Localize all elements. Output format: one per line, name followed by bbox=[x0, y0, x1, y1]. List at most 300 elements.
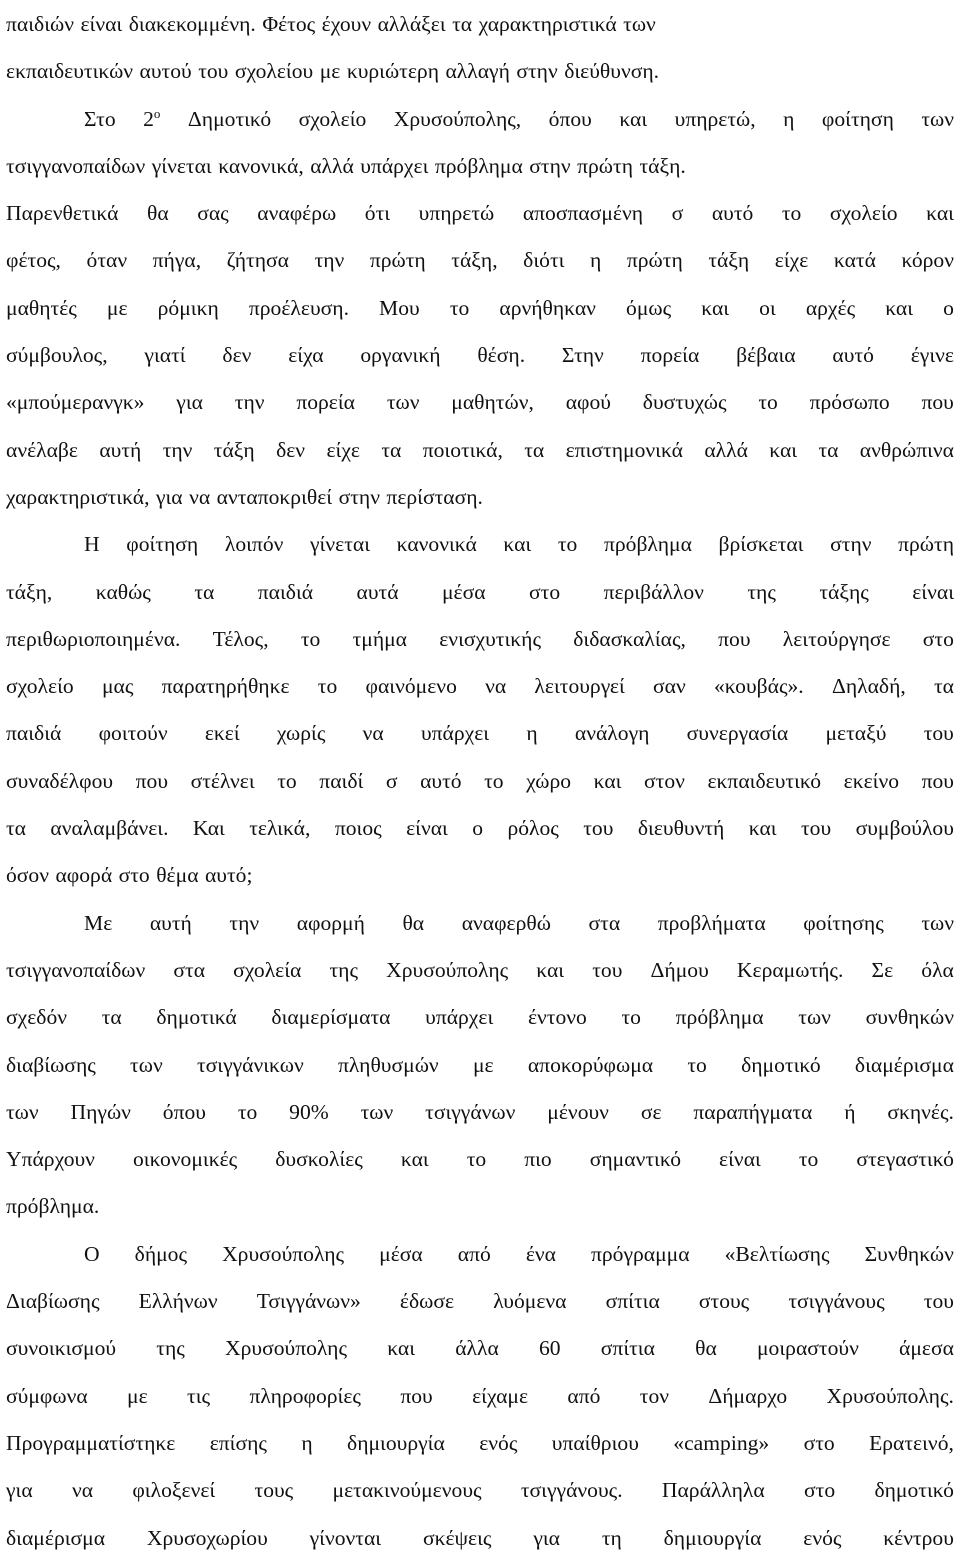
word: στο bbox=[804, 1478, 836, 1503]
word: ότι bbox=[364, 201, 391, 226]
word: αλλαγή bbox=[445, 59, 510, 84]
word: για bbox=[533, 1525, 560, 1550]
word: Στην bbox=[561, 343, 604, 368]
word: γίνεται bbox=[310, 532, 370, 557]
word: όσον bbox=[6, 863, 49, 888]
word: όταν bbox=[86, 248, 128, 273]
word: σκέψεις bbox=[422, 1525, 492, 1550]
word: αφορμή bbox=[296, 910, 365, 935]
word: Χρυσούπολης bbox=[222, 1241, 345, 1266]
text-line bbox=[6, 285, 954, 332]
text-line bbox=[6, 1373, 954, 1420]
word: περίσταση. bbox=[386, 484, 483, 509]
word: κόρον bbox=[901, 248, 954, 273]
word: πρόβλημα bbox=[675, 1005, 764, 1030]
word: έχουν bbox=[321, 12, 372, 36]
word: και bbox=[503, 532, 532, 557]
word: το bbox=[557, 532, 578, 557]
word: εκπαιδευτικό bbox=[707, 768, 822, 793]
word: είναι bbox=[912, 579, 954, 604]
word: Χρυσούπολης. bbox=[826, 1383, 954, 1408]
word: Ο bbox=[84, 1241, 100, 1266]
word: Μου bbox=[379, 295, 420, 320]
word: των bbox=[130, 1052, 163, 1077]
word: αυτού bbox=[139, 59, 192, 84]
word: καθώς bbox=[95, 579, 151, 604]
text-line bbox=[6, 1183, 954, 1230]
word: είναι bbox=[406, 816, 448, 841]
word: τα bbox=[101, 1005, 122, 1030]
word: Τέλος, bbox=[212, 626, 269, 651]
word: της bbox=[156, 1336, 185, 1361]
word: του bbox=[923, 1289, 954, 1314]
text-line bbox=[6, 48, 954, 95]
word: για bbox=[176, 390, 203, 415]
word: Τσιγγάνων» bbox=[256, 1289, 361, 1314]
word: γίνεται bbox=[151, 153, 212, 178]
word: που bbox=[400, 1383, 433, 1408]
word: φοιτούν bbox=[98, 721, 168, 746]
word: χώρο bbox=[526, 768, 572, 793]
word: Ελλήνων bbox=[138, 1289, 218, 1314]
word: μέσα bbox=[441, 579, 486, 604]
word: περιθωριοποιημένα. bbox=[6, 626, 181, 651]
word: είχε bbox=[774, 248, 809, 273]
word: ανθρώπινα bbox=[859, 437, 954, 462]
word: η bbox=[783, 106, 795, 131]
word: όμως bbox=[626, 295, 672, 320]
word: και bbox=[619, 106, 648, 131]
word: το bbox=[237, 1099, 258, 1124]
word: το bbox=[758, 390, 778, 415]
word: κανονικά, bbox=[218, 153, 304, 178]
word: τσιγγανοπαίδων bbox=[6, 957, 146, 982]
word: στην bbox=[529, 153, 571, 178]
word: Συνθηκών bbox=[864, 1241, 954, 1266]
word: συναδέλφου bbox=[6, 768, 114, 793]
word: των bbox=[6, 1099, 39, 1124]
word: με bbox=[319, 59, 341, 84]
word: να bbox=[485, 674, 507, 699]
word: όπου bbox=[162, 1099, 206, 1124]
word: η bbox=[526, 721, 538, 746]
word: εκείνο bbox=[843, 768, 900, 793]
word: διαμέρισμα bbox=[854, 1052, 954, 1077]
word: την bbox=[234, 390, 265, 415]
word: ρόμικη bbox=[157, 295, 219, 320]
word: με bbox=[106, 295, 128, 320]
word: σχεδόν bbox=[6, 1005, 68, 1030]
word: δημοτικό bbox=[874, 1478, 954, 1503]
text-line bbox=[6, 96, 954, 143]
word: μένουν bbox=[547, 1099, 609, 1124]
word: φαινόμενο bbox=[365, 674, 457, 699]
word: δήμος bbox=[134, 1241, 188, 1266]
word: την bbox=[162, 437, 193, 462]
word: φέτος, bbox=[6, 248, 61, 273]
word: Χρυσούπολης, bbox=[393, 106, 522, 131]
word: διαμέρισμα bbox=[6, 1525, 106, 1550]
word: στο bbox=[922, 626, 954, 651]
word: προέλευση. bbox=[248, 295, 349, 320]
word: το bbox=[687, 1052, 707, 1077]
word: τα bbox=[524, 437, 545, 462]
word: παραπήγματα bbox=[693, 1099, 813, 1124]
word: δημοτικό bbox=[741, 1052, 821, 1077]
word: πήγα, bbox=[152, 248, 202, 273]
word: αφορά bbox=[55, 863, 113, 888]
word: σε bbox=[640, 1099, 662, 1124]
word: και bbox=[536, 957, 565, 982]
word: πρόβλημα bbox=[434, 153, 523, 178]
word: δυστυχώς bbox=[642, 390, 727, 415]
word: σχολείου bbox=[234, 59, 314, 84]
word: διευθυντή bbox=[637, 816, 725, 841]
text-line bbox=[6, 1278, 954, 1325]
text-line bbox=[6, 143, 954, 190]
word: δημιουργία bbox=[663, 1525, 762, 1550]
word: γιατί bbox=[144, 343, 186, 368]
word: τάξη bbox=[708, 248, 750, 273]
word: παιδί bbox=[319, 768, 364, 793]
word: $2^o$ bbox=[143, 105, 161, 131]
word: λειτουργεί bbox=[534, 674, 625, 699]
text-line bbox=[6, 852, 954, 899]
word: στο bbox=[803, 1430, 835, 1455]
word: υπάρχει bbox=[360, 153, 429, 178]
word: πρόβλημα bbox=[603, 532, 692, 557]
word: δεν bbox=[222, 343, 252, 368]
word: εκεί bbox=[204, 721, 240, 746]
word: κατά bbox=[833, 248, 876, 273]
word: ενός bbox=[479, 1430, 518, 1455]
word: ανταποκριθεί bbox=[216, 484, 333, 509]
word: από bbox=[457, 1241, 491, 1266]
document-page bbox=[6, 0, 954, 1562]
word: και bbox=[748, 816, 777, 841]
word: για bbox=[6, 1478, 33, 1503]
word: στην bbox=[516, 59, 558, 84]
word: διαμερίσματα bbox=[271, 1005, 391, 1030]
text-line bbox=[6, 1089, 954, 1136]
word: αποσπασμένη bbox=[522, 201, 644, 226]
word: σύμβουλος, bbox=[6, 343, 108, 368]
word: έντονο bbox=[527, 1005, 587, 1030]
word: είχα bbox=[288, 343, 324, 368]
word: ενός bbox=[803, 1525, 842, 1550]
word: τάξη. bbox=[639, 153, 686, 178]
word: όπου bbox=[548, 106, 592, 131]
word: αυτά bbox=[356, 579, 399, 604]
word: τις bbox=[187, 1383, 211, 1408]
word: μετακινούμενους bbox=[332, 1478, 482, 1503]
word: το bbox=[300, 626, 321, 651]
word: που bbox=[921, 390, 954, 415]
word: κέντρου bbox=[883, 1525, 954, 1550]
word: βρίσκεται bbox=[718, 532, 804, 557]
word: στο bbox=[529, 579, 561, 604]
word: αναφερθώ bbox=[461, 910, 551, 935]
text-line bbox=[6, 805, 954, 852]
word: υπηρετώ, bbox=[674, 106, 756, 131]
word: φιλοξενεί bbox=[132, 1478, 216, 1503]
word: πρώτη bbox=[369, 248, 426, 273]
word: παρατηρήθηκε bbox=[161, 674, 290, 699]
text-line bbox=[6, 1420, 954, 1467]
word: στην bbox=[830, 532, 872, 557]
text-line bbox=[6, 1467, 954, 1514]
word: Με bbox=[84, 910, 113, 935]
text-line bbox=[6, 616, 954, 663]
text-line bbox=[6, 1136, 954, 1183]
word: του bbox=[592, 957, 623, 982]
word: σύμφωνα bbox=[6, 1383, 88, 1408]
word: διακεκομμένη. bbox=[128, 12, 256, 36]
word: ενισχυτικής bbox=[439, 626, 542, 651]
word: αυτό bbox=[832, 343, 874, 368]
word: χαρακτηριστικά bbox=[478, 12, 617, 36]
word: να bbox=[362, 721, 384, 746]
text-line bbox=[6, 900, 954, 947]
text-line bbox=[6, 710, 954, 757]
word: αυτή bbox=[149, 910, 192, 935]
word: σχολεία bbox=[233, 957, 302, 982]
word: φοίτηση bbox=[126, 532, 199, 557]
word: Χρυσοχωρίου bbox=[146, 1525, 268, 1550]
word: την bbox=[314, 248, 345, 273]
word: τσιγγάνικων bbox=[196, 1052, 304, 1077]
word: στους bbox=[698, 1289, 750, 1314]
word: με bbox=[472, 1052, 494, 1077]
text-line bbox=[6, 1042, 954, 1089]
word: αρχές bbox=[805, 295, 856, 320]
word: τα bbox=[818, 437, 839, 462]
word: συνεργασία bbox=[686, 721, 789, 746]
word: θα bbox=[695, 1336, 717, 1361]
word: επιστημονικά bbox=[565, 437, 683, 462]
word: υπηρετώ bbox=[418, 201, 495, 226]
word: μας bbox=[101, 674, 134, 699]
word: φοίτησης bbox=[803, 910, 884, 935]
text-line bbox=[6, 1325, 954, 1372]
word: η bbox=[301, 1430, 313, 1455]
word: το bbox=[484, 768, 504, 793]
text-line bbox=[6, 1515, 954, 1562]
word: το bbox=[449, 295, 470, 320]
word: σ bbox=[671, 201, 684, 226]
word: του bbox=[923, 721, 954, 746]
word: παιδιά bbox=[6, 721, 62, 746]
text-line bbox=[6, 190, 954, 237]
word: γίνονται bbox=[309, 1525, 382, 1550]
word: δυσκολίες bbox=[275, 1147, 363, 1172]
word: της bbox=[329, 957, 359, 982]
word: τα bbox=[452, 12, 473, 36]
word: «Βελτίωσης bbox=[724, 1241, 830, 1266]
word: Πηγών bbox=[70, 1099, 131, 1124]
word: τελικά, bbox=[249, 816, 311, 841]
word: είναι bbox=[719, 1147, 761, 1172]
word: στα bbox=[173, 957, 206, 982]
word: σκηνές. bbox=[887, 1099, 954, 1124]
word: το bbox=[466, 1147, 487, 1172]
word: αλλά bbox=[310, 153, 354, 178]
word: διδασκαλίας, bbox=[573, 626, 686, 651]
word: και bbox=[593, 768, 622, 793]
word: και bbox=[769, 437, 798, 462]
word: ρόλος bbox=[507, 816, 559, 841]
word: και bbox=[400, 1147, 429, 1172]
word: Υπάρχουν bbox=[6, 1147, 95, 1172]
word: αυτή bbox=[99, 437, 142, 462]
word: αλλά bbox=[704, 437, 748, 462]
word: τμήμα bbox=[352, 626, 408, 651]
word: αναφέρω bbox=[257, 201, 337, 226]
word: αποκορύφωμα bbox=[527, 1052, 654, 1077]
word: λοιπόν bbox=[224, 532, 284, 557]
word: μέσα bbox=[379, 1241, 423, 1266]
word: Δηλαδή, bbox=[831, 674, 906, 699]
word: που bbox=[921, 768, 954, 793]
word: πρώτη bbox=[898, 532, 954, 557]
word: πρώτη bbox=[626, 248, 683, 273]
word: των bbox=[360, 1099, 394, 1124]
word: πληθυσμών bbox=[337, 1052, 439, 1077]
word: τα bbox=[934, 674, 954, 699]
word: υπάρχει bbox=[425, 1005, 494, 1030]
word: για bbox=[155, 484, 183, 509]
word: αυτό bbox=[711, 201, 754, 226]
word: ανάλογη bbox=[574, 721, 650, 746]
text-line bbox=[6, 474, 954, 521]
word: 90% bbox=[289, 1099, 329, 1124]
word: χαρακτηριστικά, bbox=[6, 484, 150, 509]
word: η bbox=[590, 248, 602, 273]
word: θα bbox=[146, 201, 169, 226]
word: Δημοτικό bbox=[187, 106, 272, 131]
text-line bbox=[6, 569, 954, 616]
word: οικονομικές bbox=[132, 1147, 238, 1172]
word: τους bbox=[254, 1478, 294, 1503]
word: μαθητές bbox=[6, 295, 77, 320]
word: ο bbox=[943, 295, 954, 320]
word: να bbox=[189, 484, 211, 509]
word: Χρυσούπολης bbox=[225, 1336, 348, 1361]
word: από bbox=[567, 1383, 601, 1408]
word: Χρυσούπολης bbox=[386, 957, 509, 982]
word: διαβίωσης bbox=[6, 1052, 96, 1077]
word: του bbox=[198, 59, 229, 84]
word: του bbox=[583, 816, 614, 841]
word: διότι bbox=[523, 248, 565, 273]
word: σχολείο bbox=[829, 201, 898, 226]
word: Προγραμματίστηκε bbox=[6, 1430, 176, 1455]
word: στον bbox=[644, 768, 685, 793]
text-line bbox=[6, 237, 954, 284]
word: την bbox=[229, 910, 260, 935]
word: στα bbox=[588, 910, 621, 935]
word: Στο bbox=[84, 106, 116, 131]
word: των bbox=[386, 390, 420, 415]
word: τάξη bbox=[213, 437, 255, 462]
word: μεταξύ bbox=[825, 721, 887, 746]
word: «κουβάς». bbox=[713, 674, 804, 699]
word: 60 bbox=[539, 1336, 561, 1361]
word: αναλαμβάνει. bbox=[50, 816, 169, 841]
word: κανονικά bbox=[396, 532, 477, 557]
word: σχολείο bbox=[6, 674, 74, 699]
word: συμβούλου bbox=[855, 816, 954, 841]
word: υπάρχει bbox=[420, 721, 490, 746]
word: Παρενθετικά bbox=[6, 201, 119, 226]
word: δημοτικά bbox=[156, 1005, 237, 1030]
word: τσιγγάνους. bbox=[520, 1478, 623, 1503]
word: αυτό bbox=[420, 768, 462, 793]
word: Διαβίωσης bbox=[6, 1289, 100, 1314]
word: ο bbox=[472, 816, 484, 841]
text-line bbox=[6, 947, 954, 994]
word: διεύθυνση. bbox=[564, 59, 660, 84]
word: Φέτος bbox=[262, 12, 316, 36]
word: των bbox=[921, 106, 954, 131]
word: μοιραστούν bbox=[756, 1336, 859, 1361]
word: θέμα bbox=[156, 863, 199, 888]
word: έδωσε bbox=[399, 1289, 455, 1314]
word: σ bbox=[385, 768, 398, 793]
word: οι bbox=[759, 295, 776, 320]
word: «μπούμερανγκ» bbox=[6, 390, 145, 415]
text-line bbox=[6, 521, 954, 568]
word: πορεία bbox=[296, 390, 355, 415]
word: άμεσα bbox=[899, 1336, 954, 1361]
text-line bbox=[6, 1231, 954, 1278]
word: σας bbox=[197, 201, 229, 226]
word: αρνήθηκαν bbox=[499, 295, 596, 320]
word: που bbox=[135, 768, 169, 793]
word: τάξη, bbox=[6, 579, 53, 604]
word: άλλα bbox=[455, 1336, 499, 1361]
word: στην bbox=[338, 484, 380, 509]
text-line bbox=[6, 427, 954, 474]
word: σαν bbox=[653, 674, 686, 699]
word: κυριώτερη bbox=[346, 59, 439, 84]
word: υπαίθριου bbox=[551, 1430, 639, 1455]
word: τσιγγάνους bbox=[788, 1289, 885, 1314]
word: συνοικισμού bbox=[6, 1336, 117, 1361]
word: έγινε bbox=[910, 343, 954, 368]
word: φοίτηση bbox=[821, 106, 894, 131]
word: χωρίς bbox=[276, 721, 326, 746]
word: περιβάλλον bbox=[603, 579, 704, 604]
word: είχαμε bbox=[472, 1383, 529, 1408]
word: πρόβλημα. bbox=[6, 1194, 100, 1219]
word: και bbox=[701, 295, 730, 320]
word: θα bbox=[402, 910, 425, 935]
word: αφού bbox=[565, 390, 611, 415]
word: τσιγγανοπαίδων bbox=[6, 153, 146, 178]
word: εκπαιδευτικών bbox=[6, 59, 134, 84]
word: πρώτη bbox=[577, 153, 633, 178]
word: της bbox=[747, 579, 776, 604]
word: ανέλαβε bbox=[6, 437, 78, 462]
word: Η bbox=[84, 532, 100, 557]
word: και bbox=[387, 1336, 416, 1361]
word: Δήμου bbox=[650, 957, 709, 982]
word: αυτό; bbox=[204, 863, 253, 888]
word: επίσης bbox=[209, 1430, 267, 1455]
word: τα bbox=[6, 816, 26, 841]
word: είναι bbox=[80, 12, 123, 36]
